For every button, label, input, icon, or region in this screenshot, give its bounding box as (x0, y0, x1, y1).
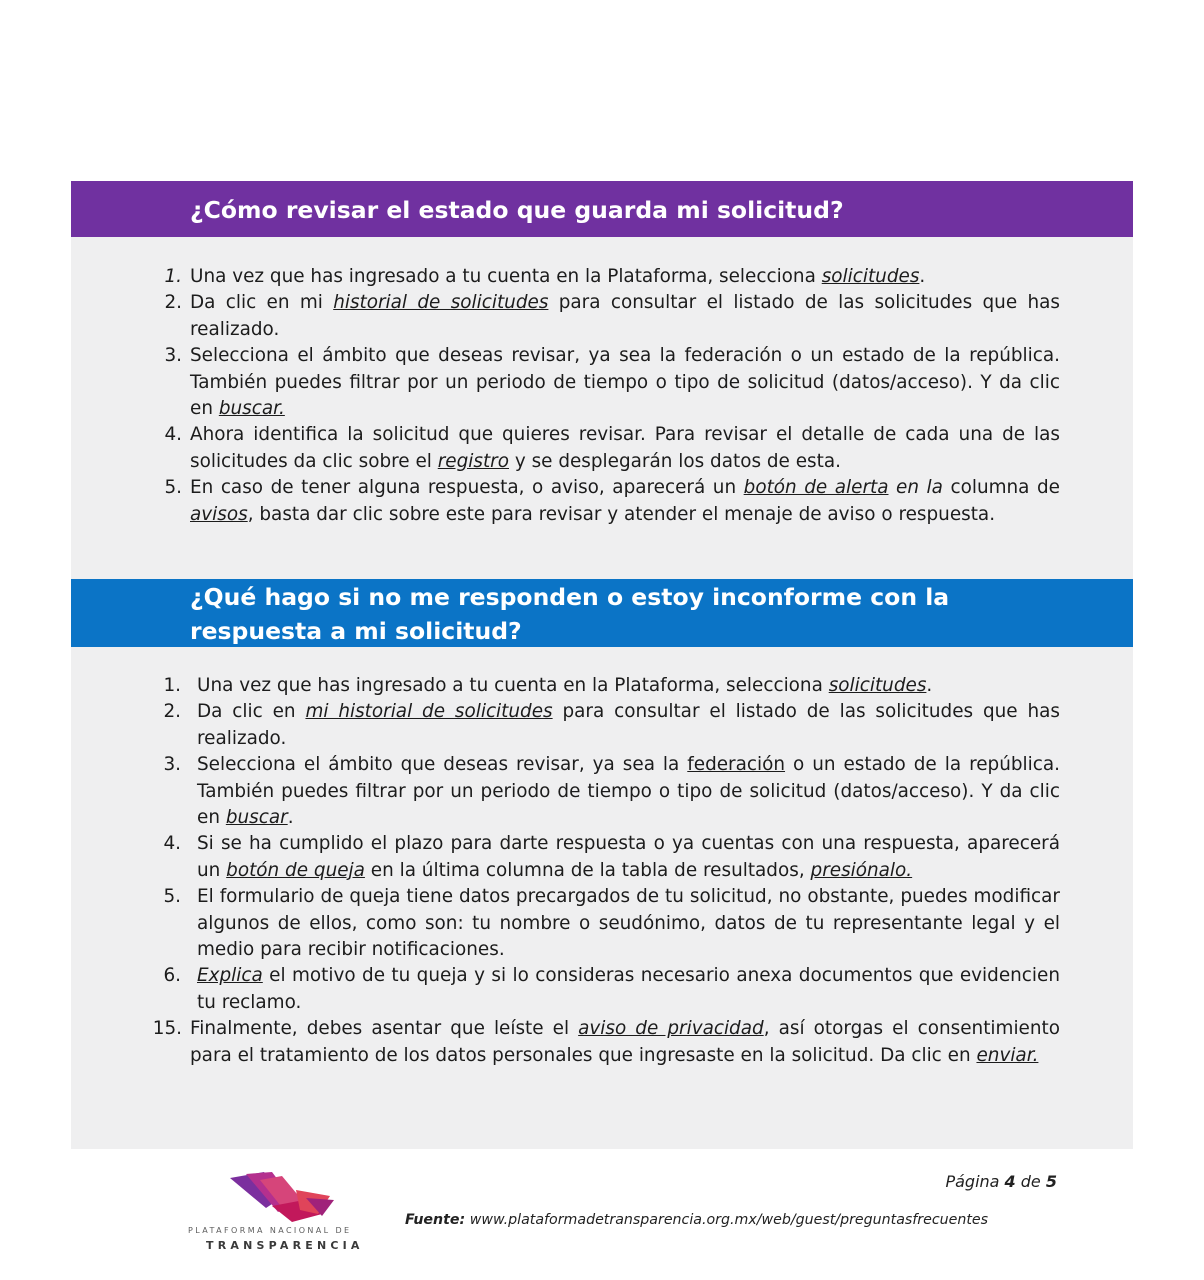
steps-list (164, 264, 1060, 528)
list-item: 3. Selecciona el ámbito que deseas revisar, ya sea la federación o un estado de la república. También puedes filtrar por un periodo de tiempo o tipo de solicitud (datos/acceso). Y da clic en buscar. (197, 752, 1060, 831)
link-boton-alerta[interactable]: botón de alerta (743, 477, 889, 499)
source-note (405, 1212, 1060, 1228)
item-number: 2. (164, 292, 182, 314)
section-title-line2: respuesta a mi solicitud? (190, 617, 522, 645)
link-historial-solicitudes[interactable]: historial de solicitudes (333, 292, 549, 314)
item-number: 1. (164, 266, 182, 287)
list-item: 4. Si se ha cumplido el plazo para darte respuesta o ya cuentas con una respuesta, aparecerá un botón de queja en la última columna de la tabla de resultados, presiónalo. (197, 831, 1060, 884)
source-url[interactable]: www.plataformadetransparencia.org.mx/web/guest/preguntasfrecuentes (465, 1212, 989, 1228)
link-buscar[interactable]: buscar. (218, 398, 285, 420)
item-number: 1. (163, 675, 181, 696)
link-registro[interactable]: registro (437, 450, 509, 472)
list-item: 5. El formulario de queja tiene datos precargados de tu solicitud, no obstante, puedes modificar algunos de ellos, como son: tu nombre o seudónimo, datos de tu representante legal y el medio para recibir notificaciones. (197, 884, 1060, 963)
page-number: Página 4 de 5 (945, 1172, 1057, 1191)
link-boton-queja[interactable]: botón de queja (226, 859, 365, 881)
item-number: 5. (164, 477, 182, 499)
logo-mark-icon (226, 1170, 336, 1226)
list-item: 15. Finalmente, debes asentar que leíste el aviso de privacidad, así otorgas el consentimiento para el tratamiento de los datos personales que ingresaste en la solicitud. Da clic en enviar. (152, 1018, 1060, 1066)
pnt-logo (186, 1166, 386, 1256)
link-explica[interactable]: Explica (197, 965, 263, 987)
section-revisar-estado (71, 181, 1133, 579)
section-inconforme (71, 579, 1133, 1149)
link-avisos[interactable]: avisos (190, 503, 248, 525)
link-solicitudes[interactable]: solicitudes (828, 675, 927, 696)
link-aviso-privacidad[interactable]: aviso de privacidad (578, 1018, 764, 1040)
list-item: 2. Da clic en mi historial de solicitudes para consultar el listado de las solicitudes que has realizado. (197, 699, 1060, 752)
steps-list (152, 673, 1060, 1069)
list-item: 1. Una vez que has ingresado a tu cuenta en la Plataforma, selecciona solicitudes. (190, 264, 1060, 290)
logo-text-line1: PLATAFORMA NACIONAL DE (188, 1226, 352, 1235)
item-number: 4. (164, 424, 182, 446)
item-number: 6. (163, 965, 181, 987)
link-federacion[interactable]: federación (687, 754, 786, 776)
section-title-band (71, 579, 1133, 647)
source-label: Fuente: (405, 1212, 466, 1228)
list-item: 4. Ahora identifica la solicitud que quieres revisar. Para revisar el detalle de cada una de las solicitudes da clic sobre el registro y se desplegarán los datos de esta. (190, 422, 1060, 475)
list-item: 6. Explica el motivo de tu queja y si lo consideras necesario anexa documentos que evidencien tu reclamo. (197, 963, 1060, 1016)
link-enviar[interactable]: enviar. (976, 1044, 1039, 1066)
section-title: ¿Cómo revisar el estado que guarda mi solicitud? (190, 196, 844, 224)
list-item: 1. Una vez que has ingresado a tu cuenta en la Plataforma, selecciona solicitudes. (197, 673, 1060, 699)
link-solicitudes[interactable]: solicitudes (821, 266, 920, 287)
item-number: 2. (163, 701, 181, 723)
link-mi-historial[interactable]: mi historial de solicitudes (305, 701, 553, 723)
logo-text-line2: TRANSPARENCIA (206, 1239, 364, 1252)
list-item: 5. En caso de tener alguna respuesta, o aviso, aparecerá un botón de alerta en la columna de avisos, basta dar clic sobre este para revisar y atender el menaje de aviso o respuesta. (190, 475, 1060, 528)
list-item: 2. Da clic en mi historial de solicitudes para consultar el listado de las solicitudes que has realizado. (190, 290, 1060, 343)
item-number: 5. (163, 886, 181, 908)
list-item: 3. Selecciona el ámbito que deseas revisar, ya sea la federación o un estado de la república. También puedes filtrar por un periodo de tiempo o tipo de solicitud (datos/acceso). Y da clic en buscar. (190, 343, 1060, 422)
item-number: 3. (163, 754, 181, 776)
section-title-line1: ¿Qué hago si no me responden o estoy inconforme con la (190, 583, 950, 611)
section-title-band (71, 181, 1133, 237)
item-number: 4. (163, 833, 181, 855)
link-buscar[interactable]: buscar (225, 807, 288, 829)
link-presionalo[interactable]: presiónalo. (810, 859, 913, 881)
item-number: 3. (164, 345, 182, 367)
item-number: 15. (152, 1018, 182, 1040)
